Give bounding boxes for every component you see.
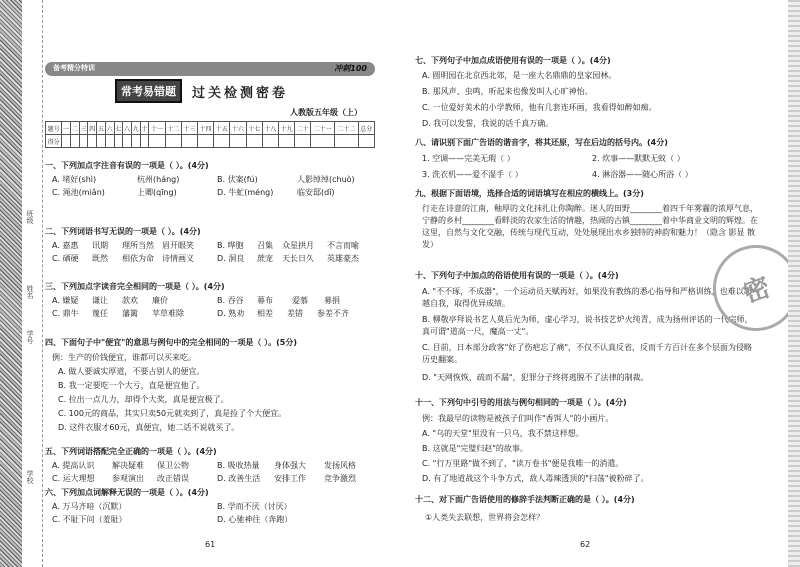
score-column-header: 二十一 (311, 122, 335, 135)
question-10: 十、下列句子中加点的俗语使用有误的一项是（ ）。(4分) (415, 271, 619, 280)
score-column-header: 十八 (262, 122, 278, 135)
option: 改正错误 (157, 474, 189, 483)
option: 差错 (287, 309, 303, 318)
option: C. 渑池(miǎn) (52, 188, 105, 197)
question-5: 五、下列词语搭配完全正确的一项是（ ）。(4分) (45, 447, 217, 456)
option: A. 堵好(shì) (52, 175, 97, 184)
option: 眉开眼笑 (162, 241, 194, 250)
option: 英雄豪杰 (327, 254, 359, 263)
option: 竞争激烈 (324, 474, 356, 483)
question-2: 二、下列词语书写无误的一项是（ ）。(4分) (45, 227, 201, 236)
option: 廉价 (152, 296, 168, 305)
question-12-item: ①人类失去联想，世界将会怎样？ (425, 513, 545, 522)
score-column-header: 二 (70, 122, 79, 135)
option: C. 目前，日本部分政客"好了伤疤忘了痛"，不仅不认真反省，反而千方百计在多个层面为侵略历史翻案。 (422, 343, 753, 364)
option: D. 洞良 (217, 254, 245, 263)
score-column-header: 十二 (165, 122, 181, 135)
banner-left-text: 备考精分特训 (53, 64, 95, 72)
option: 发扬风格 (324, 461, 356, 470)
option: 安排工作 (274, 474, 306, 483)
question-1: 一、下列加点字注音有误的一项是（ ）。(4分) (45, 161, 209, 170)
binding-label-class: 班级 (26, 210, 34, 224)
binding-margin (22, 0, 43, 567)
page-number: 61 (205, 540, 216, 549)
question-2-options (52, 240, 382, 264)
score-table (45, 121, 375, 148)
score-cell[interactable] (131, 135, 140, 148)
score-cell[interactable] (97, 135, 106, 148)
option: C. "行万里路"做不到了，"读万卷书"便是我唯一的消遣。 (422, 459, 624, 468)
score-cell[interactable] (214, 135, 230, 148)
option: 天长日久 (282, 254, 314, 263)
score-column-header: 十六 (230, 122, 246, 135)
option: 蔗宠 (257, 254, 273, 263)
option: 4. 淋浴器——随心所浴（ ） (592, 170, 693, 179)
question-3-options (52, 295, 382, 319)
question-7: 七、下列句子中加点成语使用有误的一项是（ ）。(4分) (415, 56, 611, 65)
option: C. 运大理想 (52, 474, 95, 483)
option: 参差不齐 (317, 309, 349, 318)
score-cell[interactable] (123, 135, 132, 148)
score-column-header: 十七 (246, 122, 262, 135)
option: C. 硒硬 (52, 254, 79, 263)
score-column-header: 三 (79, 122, 88, 135)
score-column-header: 五 (97, 122, 106, 135)
question-5-options (52, 460, 382, 484)
title-main: 过关检测密卷 (192, 85, 289, 101)
option: A. 提高认识 (52, 461, 95, 470)
option: 爱慕 (292, 296, 308, 305)
option: 杭州(háng) (137, 175, 180, 184)
option: 募捐 (324, 296, 340, 305)
score-cell[interactable] (181, 135, 197, 148)
score-column-header: 六 (105, 122, 114, 135)
score-cell[interactable] (140, 135, 149, 148)
score-column-header: 一 (62, 122, 71, 135)
score-cell[interactable] (358, 135, 374, 148)
option: D. 改善生活 (217, 474, 261, 483)
binding-texture (0, 0, 22, 567)
exam-title (115, 79, 288, 103)
question-8: 八、请识别下面广告语的谐音字，将其还原，写在后边的括号内。(4分) (415, 138, 668, 147)
score-column-header: 二十二 (334, 122, 358, 135)
option: 既然 (92, 254, 108, 263)
option: 蔑任 (92, 309, 108, 318)
option: D. 心驰神往（奔跑） (217, 515, 293, 524)
option: 讯期 (92, 241, 108, 250)
score-column-header: 四 (88, 122, 97, 135)
option: C. 拉出一点儿力，却得个大奖，真是便宜极了。 (58, 395, 229, 404)
score-column-header: 八 (123, 122, 132, 135)
option: 苹草难除 (152, 309, 184, 318)
score-column-header: 十三 (181, 122, 197, 135)
score-column-header: 总分 (358, 122, 374, 135)
score-cell[interactable] (246, 135, 262, 148)
option: D. 熟劝 (217, 309, 245, 318)
option: B. 学而不厌（讨厌） (217, 502, 292, 511)
option: D. 牛虻(méng) (217, 188, 274, 197)
series-banner (45, 62, 375, 76)
title-tag: 常考易错题 (115, 79, 182, 103)
option: 理所当然 (122, 241, 154, 250)
score-cell[interactable] (295, 135, 311, 148)
score-cell[interactable] (197, 135, 213, 148)
option: 诗情画义 (162, 254, 194, 263)
option: C. 不耻下问（羞耻） (52, 515, 127, 524)
option: D. 这件衣服才60元，真便宜，她二话不说就买了。 (58, 423, 240, 432)
option: B. 那风声、虫鸣，听起来也像发叫人心旷神怡。 (422, 87, 593, 96)
option: D. "天网恢恢，疏而不漏"，犯罪分子终将逃脱不了法律的制裁。 (422, 373, 649, 382)
option: B. 吞谷 (217, 296, 244, 305)
score-row-question (46, 122, 375, 135)
option: 身体强大 (274, 461, 306, 470)
score-cell[interactable] (165, 135, 181, 148)
option: 2. 炊事——默默无蚊（ ） (592, 154, 685, 163)
score-cell[interactable] (278, 135, 294, 148)
option: B. 我一定要吃一个大亏，直是便宜他了。 (58, 381, 205, 390)
option: A. 嘉惠 (52, 241, 79, 250)
score-column-header: 十九 (278, 122, 294, 135)
option: 临安邸(dǐ) (297, 188, 335, 197)
option: A. 做人要诚实厚道，不要占别人的便宜。 (58, 367, 205, 376)
score-row-points (46, 135, 375, 148)
option: B. 柳敬亭拜说书艺人莫后光为师，虚心学习，说书技艺炉火纯青，成为扬州评话的一代宗师，真可谓"道高一尺，魔高一丈"。 (422, 315, 753, 336)
confidential-stamp: 密 (701, 233, 800, 343)
score-column-header: 十五 (214, 122, 230, 135)
option: 众星拱月 (282, 241, 314, 250)
option: 1. 空调——完美无瑕（ ） (422, 154, 515, 163)
option: D. 有了地道战这个斗争方式，敌人毒辣透顶的"扫荡"被粉碎了。 (422, 474, 649, 483)
page-number: 62 (580, 540, 591, 549)
option: B. 吸收热量 (217, 461, 260, 470)
score-column-header: 十一 (149, 122, 165, 135)
score-cell[interactable] (62, 135, 71, 148)
option: A. "不不琢，不成器"，一个运动员天赋再好，如果没有教练的悉心指导和严格训练，也难以超越自我，取得优异成绩。 (422, 287, 752, 308)
question-6: 六、下列加点词解释无误的一项是（ ）。(4分) (45, 488, 209, 497)
option: 人影绰绰(chuò) (297, 175, 355, 184)
score-cell[interactable] (230, 135, 246, 148)
option: 藩篱 (122, 309, 138, 318)
score-column-header: 二十 (295, 122, 311, 135)
option: A. 嫌疑 (52, 296, 79, 305)
question-3: 三、下列加点字读音完全相同的一项是（ ）。(4分) (45, 282, 225, 291)
option: C. 鼎牛 (52, 309, 79, 318)
option: A. "乌的天堂"里没有一只乌，我不禁这样想。 (422, 429, 584, 438)
score-column-header: 七 (114, 122, 123, 135)
option: 上卿(qīng) (137, 188, 177, 197)
option: A. 万马齐喑（沉默） (52, 502, 127, 511)
option: 3. 洗衣机——爱不湿手（ ） (422, 170, 523, 179)
option: 参观演出 (112, 474, 144, 483)
score-cell[interactable] (114, 135, 123, 148)
score-cell[interactable] (334, 135, 358, 148)
edition-label: 人教版五年级（上） (290, 108, 362, 117)
option: B. 哗胞 (217, 241, 244, 250)
question-9-passage: 行走在诗意的江南，釉厚的文化抹扎让你陶醉。迷人的田野________着四千年雾霾的浓厚气息，宁静的乡村________看畔淡的农家生活的情趣，热闹的古镇________着中华商业文明的辉煌。在这里，自然与文化交融，传统与现代互动，处处展现出水乡独特的神韵和魅力！（隐含 影显 散发） (422, 204, 758, 249)
question-6-options (52, 501, 382, 525)
binding-label-name: 姓名 (26, 285, 34, 299)
option: C. 100元的商品，其实只卖50元就卖到了，真是捡了个大便宜。 (58, 409, 287, 418)
option: 保卫公物 (157, 461, 189, 470)
question-12: 十二、对下面广告语使用的修辞手法判断正确的是（ ）。(4分) (415, 495, 635, 504)
question-11: 十一、下列句中引号的用法与例句相同的一项是（ ）。(4分) (415, 398, 627, 407)
score-column-header: 十 (140, 122, 149, 135)
question-11-example: 例：我最早的读物是被孩子们叫作"香饵人"的小画片。 (422, 414, 614, 423)
score-column-header: 十四 (197, 122, 213, 135)
option: 解决疑难 (112, 461, 144, 470)
option: 幕布 (257, 296, 273, 305)
banner-right-text: 冲刺100 (334, 64, 367, 73)
page-edge-texture (788, 0, 800, 567)
score-row1-label: 题号 (46, 122, 62, 135)
option: 相依为命 (122, 254, 154, 263)
score-cell[interactable] (311, 135, 335, 148)
option: 款欢 (122, 296, 138, 305)
binding-label-number: 学号 (26, 330, 34, 344)
binding-label-school: 学校 (26, 470, 34, 484)
option: 不言而喻 (327, 241, 359, 250)
score-cell[interactable] (262, 135, 278, 148)
option: D. 我可以发誓，我说的话千真万确。 (422, 119, 554, 128)
question-4-example: 例：生产的价钱便宜，谁都可以买来吃。 (52, 353, 196, 362)
option: B. 这就是"完璧归赵"的故事。 (422, 444, 528, 453)
question-9: 九、根据下面语境，选择合适的词语填写在相应的横线上。(3分) (415, 189, 644, 198)
option: 召集 (257, 241, 273, 250)
score-row2-label: 得分 (46, 135, 62, 148)
question-1-options (52, 174, 382, 198)
score-column-header: 九 (131, 122, 140, 135)
option: 相差 (257, 309, 273, 318)
option: B. 伏案(fú) (217, 175, 258, 184)
score-cell[interactable] (70, 135, 79, 148)
option: 谦让 (92, 296, 108, 305)
option: C. 一位爱好美术的小学教师，他有几套连环画，我看得如醉如痴。 (422, 103, 657, 112)
score-cell[interactable] (105, 135, 114, 148)
question-4: 四、下面句子中"便宜"的意思与例句中的完全相同的一项是（ ）。(5分) (45, 338, 297, 347)
score-cell[interactable] (149, 135, 165, 148)
option: A. 圆明园在北京西北郊，是一座大名鼎鼎的皇家园林。 (422, 71, 617, 80)
score-cell[interactable] (79, 135, 88, 148)
score-cell[interactable] (88, 135, 97, 148)
